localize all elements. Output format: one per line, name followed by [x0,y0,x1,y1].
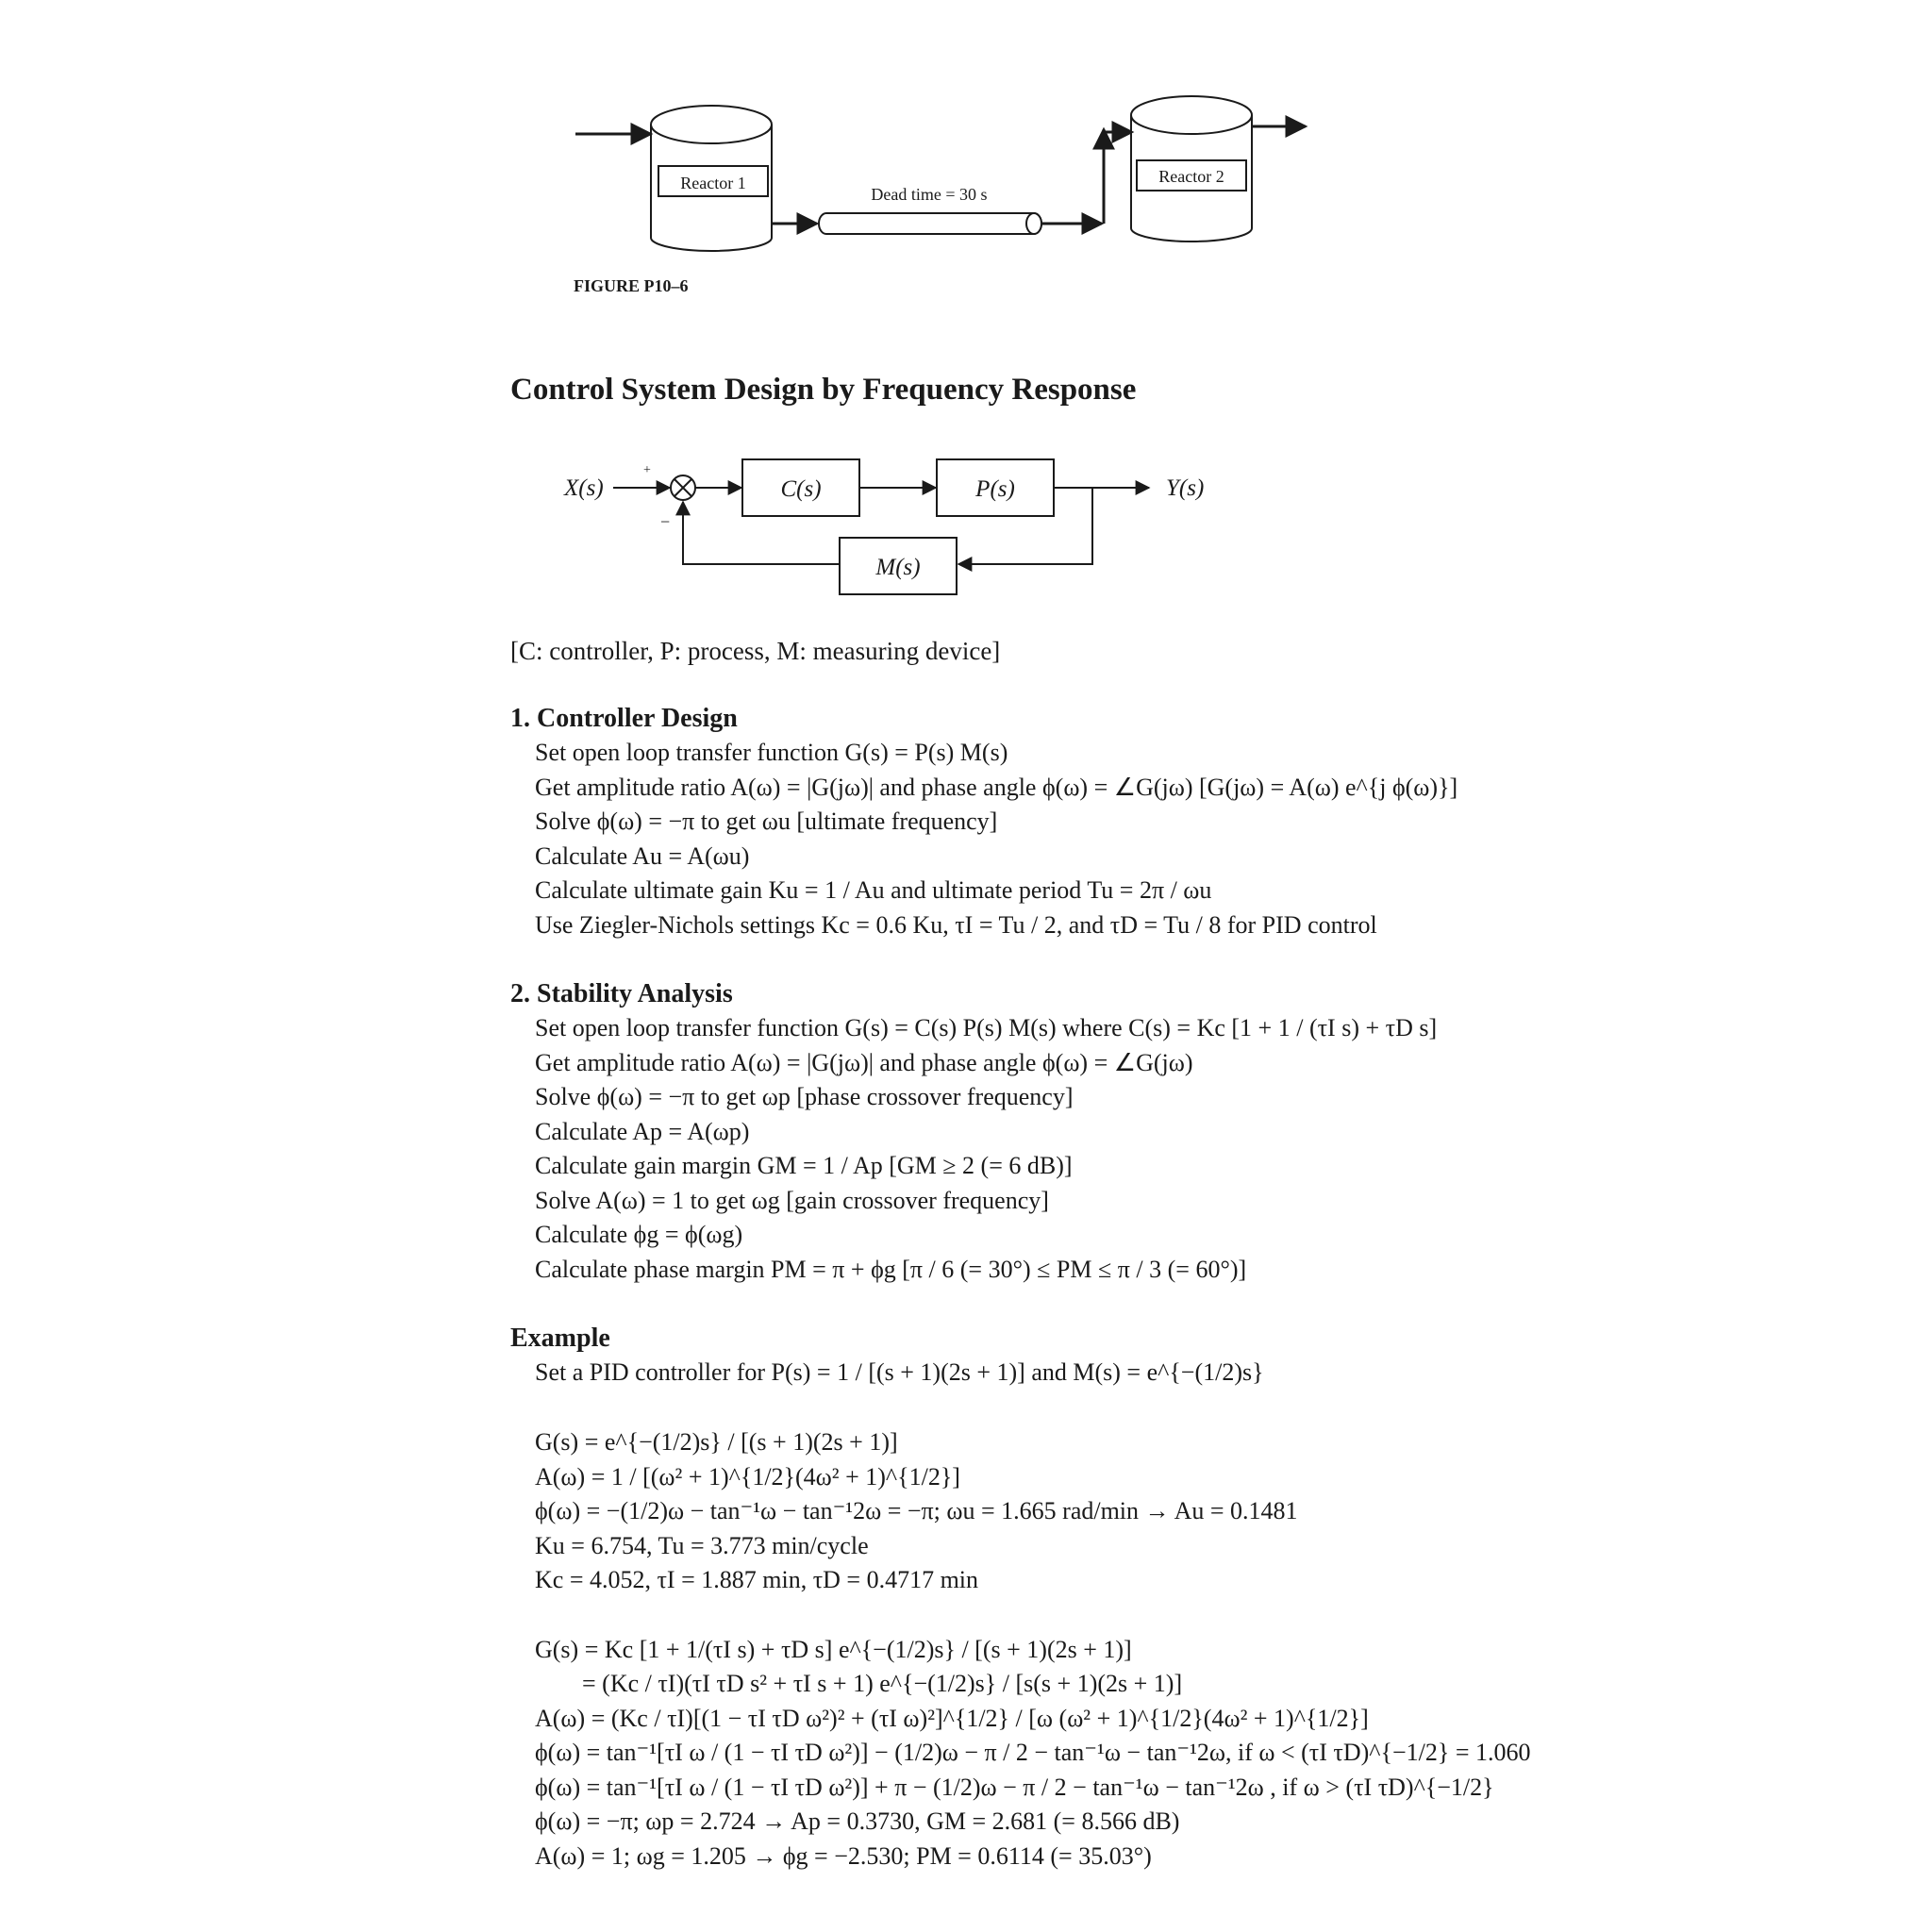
stability-analysis-line: Solve ϕ(ω) = −π to get ωp [phase crossover frequency] [535,1083,1074,1110]
figure-caption: FIGURE P10–6 [574,276,689,295]
example-stability-line: ϕ(ω) = tan⁻¹[τI ω / (1 − τI τD ω²)] − (1/2)ω − π / 2 − tan⁻¹ω − tan⁻¹2ω, if ω < (τI τD)^{−1/2} = 1.060 [535,1739,1531,1766]
input-label: X(s) [564,475,604,501]
example-stability-line: G(s) = Kc [1 + 1/(τI s) + τD s] e^{−(1/2)s} / [(s + 1)(2s + 1)] [535,1636,1132,1663]
example-stability-line: ϕ(ω) = −π; ωp = 2.724 → Ap = 0.3730, GM = 2.681 (= 8.566 dB) [535,1807,1180,1835]
stability-analysis-title: 2. Stability Analysis [510,979,733,1008]
example-intro: Set a PID controller for P(s) = 1 / [(s + 1)(2s + 1)] and M(s) = e^{−(1/2)s} [535,1358,1264,1386]
example-stability-line: A(ω) = (Kc / τI)[(1 − τI τD ω²)² + (τI ω)²]^{1/2} / [ω (ω² + 1)^{1/2}(4ω² + 1)^{1/2}] [535,1705,1369,1732]
controller-design-line: Get amplitude ratio A(ω) = |G(jω)| and phase angle ϕ(ω) = ∠G(jω) [G(jω) = A(ω) e^{j ϕ(ω)}] [535,774,1458,801]
stability-analysis-line: Get amplitude ratio A(ω) = |G(jω)| and phase angle ϕ(ω) = ∠G(jω) [535,1049,1193,1076]
controller-design-line: Use Ziegler-Nichols settings Kc = 0.6 Ku, τI = Tu / 2, and τD = Tu / 8 for PID control [535,911,1377,939]
controller-design-title: 1. Controller Design [510,704,738,733]
example-step-line: G(s) = e^{−(1/2)s} / [(s + 1)(2s + 1)] [535,1428,898,1456]
example-stability-line: ϕ(ω) = tan⁻¹[τI ω / (1 − τI τD ω²)] + π − (1/2)ω − π / 2 − tan⁻¹ω − tan⁻¹2ω , if ω > (τI τD)^{−1/2} [535,1774,1494,1801]
example-title: Example [510,1324,610,1353]
example-stability-line: A(ω) = 1; ωg = 1.205 → ϕg = −2.530; PM = 0.6114 (= 35.03°) [535,1842,1152,1870]
stability-analysis-line: Solve A(ω) = 1 to get ωg [gain crossover frequency] [535,1187,1049,1214]
summing-junction [671,475,695,500]
dead-time-pipe [819,213,1041,234]
controller-label: C(s) [780,476,822,502]
process-label: P(s) [975,476,1015,502]
example-step-line: Kc = 4.052, τI = 1.887 min, τD = 0.4717 min [535,1566,979,1593]
reactor2-label: Reactor 2 [1158,167,1224,186]
controller-design-line: Set open loop transfer function G(s) = P(s) M(s) [535,739,1008,766]
controller-design-line: Calculate Au = A(ωu) [535,842,750,870]
stability-analysis-line: Set open loop transfer function G(s) = C(s) P(s) M(s) where C(s) = Kc [1 + 1 / (τI s) + τD s] [535,1014,1438,1041]
block-diagram [0,434,1932,613]
plus-sign: + [643,463,651,477]
reactor1-label: Reactor 1 [680,174,746,192]
output-label: Y(s) [1166,475,1205,501]
reactor2-inlet-arrow [1104,132,1132,224]
measuring-label: M(s) [875,555,921,580]
controller-design-line: Calculate ultimate gain Ku = 1 / Au and ultimate period Tu = 2π / ωu [535,876,1212,904]
stability-analysis-line: Calculate Ap = A(ωp) [535,1118,750,1145]
stability-analysis-line: Calculate ϕg = ϕ(ωg) [535,1221,743,1248]
example-step-line: ϕ(ω) = −(1/2)ω − tan⁻¹ω − tan⁻¹2ω = −π; ωu = 1.665 rad/min → Au = 0.1481 [535,1497,1298,1524]
page-title: Control System Design by Frequency Response [510,373,1137,407]
legend: [C: controller, P: process, M: measuring device] [510,637,1001,665]
minus-sign: − [660,512,671,531]
controller-design-line: Solve ϕ(ω) = −π to get ωu [ultimate frequency] [535,808,998,835]
example-stability-line: = (Kc / τI)(τI τD s² + τI s + 1) e^{−(1/2)s} / [s(s + 1)(2s + 1)] [582,1670,1183,1697]
dead-time-label: Dead time = 30 s [871,185,988,204]
stability-analysis-line: Calculate phase margin PM = π + ϕg [π / 6 (= 30°) ≤ PM ≤ π / 3 (= 60°)] [535,1256,1247,1283]
reactor-figure [0,0,1932,321]
stability-analysis-line: Calculate gain margin GM = 1 / Ap [GM ≥ 2 (= 6 dB)] [535,1152,1073,1179]
example-step-line: Ku = 6.754, Tu = 3.773 min/cycle [535,1532,869,1559]
example-step-line: A(ω) = 1 / [(ω² + 1)^{1/2}(4ω² + 1)^{1/2}] [535,1463,960,1491]
